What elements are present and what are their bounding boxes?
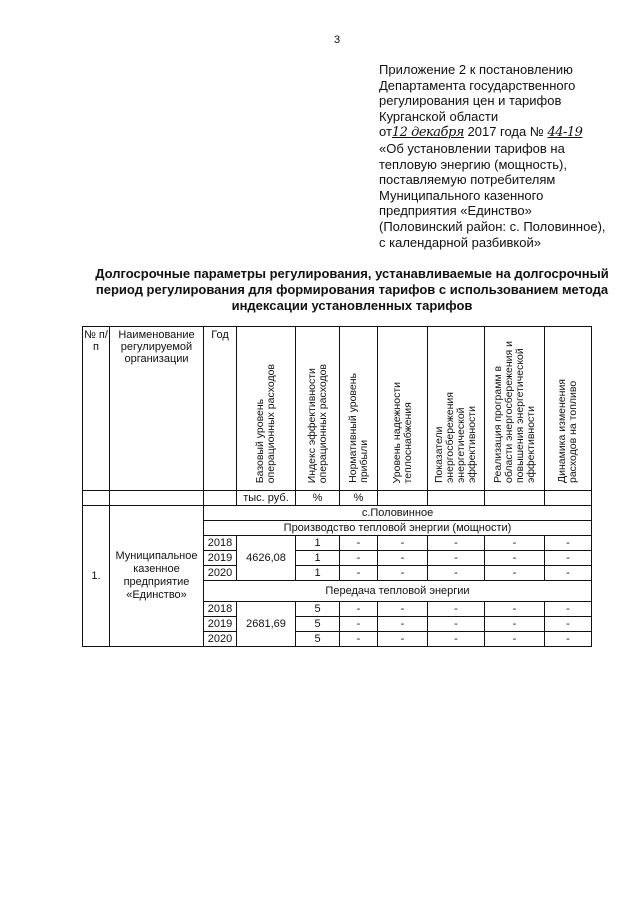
title-line: период регулирования для формирования тарифов с использованием метода — [95, 281, 609, 297]
cell-year: 2020 — [204, 632, 237, 647]
cell-reliability: - — [378, 632, 428, 647]
unit-empty — [428, 491, 485, 506]
appendix-line: Департамента государственного — [379, 77, 576, 93]
appendix-line: Приложение 2 к постановлению — [379, 62, 573, 77]
cell-programs: - — [485, 551, 545, 566]
appendix-line: с календарной разбивкой» — [379, 234, 541, 250]
title-line: Долгосрочные параметры регулирования, устанавливаемые на долгосрочный — [95, 266, 609, 281]
cell-reliability: - — [378, 602, 428, 617]
unit-empty — [110, 491, 204, 506]
cell-programs: - — [485, 632, 545, 647]
section-title: Производство тепловой энергии (мощности) — [204, 521, 592, 536]
cell-energy: - — [428, 602, 485, 617]
unit-empty — [83, 491, 110, 506]
parameters-table — [82, 326, 592, 647]
cell-norm: - — [340, 617, 378, 632]
unit-empty — [485, 491, 545, 506]
appendix-line: (Половинский район: с. Половинное), — [379, 218, 606, 234]
cell-year: 2018 — [204, 602, 237, 617]
unit-empty — [378, 491, 428, 506]
cell-fuel: - — [545, 632, 592, 647]
cell-programs: - — [485, 617, 545, 632]
handwritten-number: 44-19 — [547, 125, 583, 141]
cell-index: 5 — [296, 632, 340, 647]
cell-norm: - — [340, 602, 378, 617]
appendix-line: регулирования цен и тарифов — [379, 93, 562, 109]
page-number: 3 — [334, 34, 341, 46]
cell-fuel: - — [545, 617, 592, 632]
cell-programs: - — [485, 602, 545, 617]
cell-energy: - — [428, 617, 485, 632]
cell-reliability: - — [378, 566, 428, 581]
cell-norm: - — [340, 632, 378, 647]
cell-fuel: - — [545, 602, 592, 617]
cell-energy: - — [428, 566, 485, 581]
cell-fuel: - — [545, 536, 592, 551]
row-number: 1. — [83, 506, 110, 647]
header-reliability: Уровень надежности теплоснабжения — [378, 327, 428, 491]
cell-base-cost: 4626,08 — [237, 536, 296, 581]
cell-year: 2018 — [204, 536, 237, 551]
appendix-line: предприятия «Единство» — [379, 203, 532, 219]
header-energy-saving: Показатели энергосбережения энергетической эффективности — [428, 327, 485, 491]
header-year: Год — [204, 327, 237, 491]
header-norm-profit: Нормативный уровень прибыли — [340, 327, 378, 491]
cell-year: 2020 — [204, 566, 237, 581]
cell-year: 2019 — [204, 551, 237, 566]
cell-index: 5 — [296, 617, 340, 632]
section-title: Передача тепловой энергии — [204, 581, 592, 602]
header-fuel-dynamics: Динамика изменения расходов на топливо — [545, 327, 592, 491]
cell-index: 1 — [296, 551, 340, 566]
header-efficiency-index: Индекс эффективности операционных расходов — [296, 327, 340, 491]
appendix-date-line — [379, 124, 624, 141]
appendix-line: Курганской области — [379, 108, 499, 124]
cell-norm: - — [340, 551, 378, 566]
cell-energy: - — [428, 536, 485, 551]
appendix-line: «Об установлении тарифов на — [379, 140, 565, 156]
cell-reliability: - — [378, 551, 428, 566]
cell-index: 1 — [296, 566, 340, 581]
appendix-line: поставляемую потребителям — [379, 172, 556, 188]
cell-year: 2019 — [204, 617, 237, 632]
unit-empty — [545, 491, 592, 506]
cell-energy: - — [428, 551, 485, 566]
unit-empty — [204, 491, 237, 506]
document-title — [92, 266, 612, 313]
cell-programs: - — [485, 566, 545, 581]
cell-norm: - — [340, 536, 378, 551]
header-num: № п/п — [83, 327, 110, 491]
cell-fuel: - — [545, 566, 592, 581]
cell-norm: - — [340, 566, 378, 581]
locality-row: с.Половинное — [204, 506, 592, 521]
appendix-line: тепловую энергию (мощность), — [379, 156, 567, 172]
cell-index: 5 — [296, 602, 340, 617]
handwritten-date: 12 декабря — [391, 125, 464, 141]
org-name: Муниципальное казенное предприятие «Единство» — [110, 506, 204, 647]
cell-base-cost: 2681,69 — [237, 602, 296, 647]
unit-index: % — [296, 491, 340, 506]
appendix-line: Муниципального казенного — [379, 187, 544, 203]
unit-norm: % — [340, 491, 378, 506]
header-base-cost: Базовый уровень операционных расходов — [237, 327, 296, 491]
cell-energy: - — [428, 632, 485, 647]
title-line: индексации установленных тарифов — [231, 297, 473, 313]
date-suffix: 2017 года № — [463, 124, 544, 140]
cell-reliability: - — [378, 536, 428, 551]
date-prefix: от — [379, 124, 392, 140]
cell-programs: - — [485, 536, 545, 551]
cell-index: 1 — [296, 536, 340, 551]
appendix-header — [379, 62, 624, 250]
cell-reliability: - — [378, 617, 428, 632]
cell-fuel: - — [545, 551, 592, 566]
header-programs: Реализация программ в области энергосбережения и повышения энергетической эффективности — [485, 327, 545, 491]
unit-base: тыс. руб. — [237, 491, 296, 506]
header-org: Наименование регулируемой организации — [110, 327, 204, 491]
